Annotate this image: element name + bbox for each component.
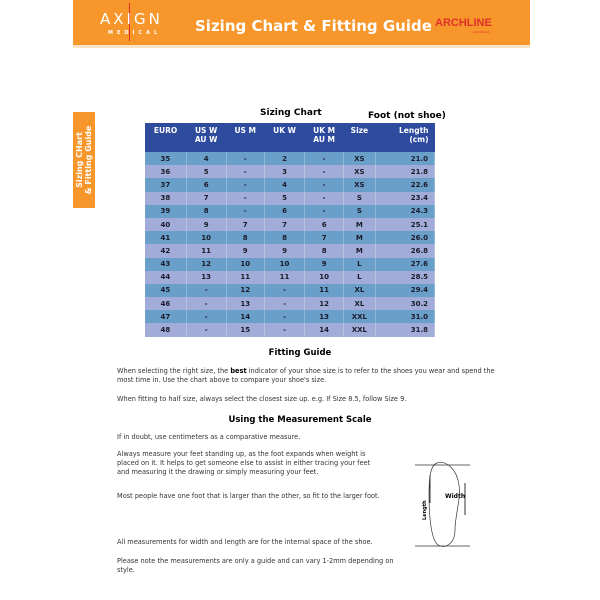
table-cell: M xyxy=(344,244,376,257)
table-cell: 5 xyxy=(186,165,226,178)
foot-diagram xyxy=(415,460,475,555)
table-cell: 13 xyxy=(186,271,226,284)
table-cell: 39 xyxy=(145,205,186,218)
table-cell: 31.0 xyxy=(375,310,434,323)
table-cell: L xyxy=(344,271,376,284)
foot-label: Foot (not shoe) xyxy=(368,111,446,121)
table-cell: 11 xyxy=(226,271,264,284)
table-cell: 47 xyxy=(145,310,186,323)
table-cell: 13 xyxy=(226,297,264,310)
axign-logo: AXIGN xyxy=(100,10,163,28)
table-cell: - xyxy=(305,178,344,191)
table-cell: 26.0 xyxy=(375,231,434,244)
table-cell: 22.6 xyxy=(375,178,434,191)
table-cell: XXL xyxy=(344,310,376,323)
column-header: US M xyxy=(226,123,264,152)
table-cell: 12 xyxy=(305,297,344,310)
table-cell: 8 xyxy=(264,231,304,244)
table-cell: 6 xyxy=(305,218,344,231)
table-cell: 28.5 xyxy=(375,271,434,284)
fitting-paragraph-1: When selecting the right size, the best indicator of your shoe size is to refer to the shoes you wear and spend the most time in. Use the chart above to compare your shoe's size. xyxy=(117,367,495,384)
table-cell: 25.1 xyxy=(375,218,434,231)
table-cell: 37 xyxy=(145,178,186,191)
table-cell: - xyxy=(264,297,304,310)
table-cell: 48 xyxy=(145,323,186,336)
table-cell: 38 xyxy=(145,192,186,205)
measurement-paragraph-5: Please note the measurements are only a guide and can vary 1-2mm depending on style. xyxy=(117,557,394,574)
table-cell: - xyxy=(186,323,226,336)
table-cell: 14 xyxy=(226,310,264,323)
table-cell: M xyxy=(344,218,376,231)
archline-logo-sub: AUSTRALIA xyxy=(473,30,490,34)
table-cell: 7 xyxy=(226,218,264,231)
table-cell: 8 xyxy=(186,205,226,218)
table-cell: - xyxy=(186,310,226,323)
table-cell: 11 xyxy=(264,271,304,284)
table-cell: 44 xyxy=(145,271,186,284)
table-cell: - xyxy=(226,165,264,178)
table-cell: - xyxy=(264,310,304,323)
table-cell: 26.8 xyxy=(375,244,434,257)
table-cell: 43 xyxy=(145,258,186,271)
table-cell: 10 xyxy=(264,258,304,271)
table-row xyxy=(145,178,435,191)
table-cell: - xyxy=(186,297,226,310)
table-row xyxy=(145,297,435,310)
table-cell: L xyxy=(344,258,376,271)
table-cell: 29.4 xyxy=(375,284,434,297)
sizing-chart-title: Sizing Chart xyxy=(260,108,322,118)
side-tab-line1: Sizing CHart xyxy=(75,132,84,188)
table-cell: - xyxy=(226,152,264,165)
side-tab-line2: & Fitting Guide xyxy=(84,125,93,195)
measurement-paragraph-4: All measurements for width and length are for the internal space of the shoe. xyxy=(117,538,373,546)
measurement-paragraph-1: If in doubt, use centimeters as a comparative measure. xyxy=(117,433,301,441)
table-row xyxy=(145,165,435,178)
table-cell: 23.4 xyxy=(375,192,434,205)
table-cell: 5 xyxy=(264,192,304,205)
table-cell: - xyxy=(226,205,264,218)
side-tab xyxy=(73,112,95,208)
table-cell: 21.0 xyxy=(375,152,434,165)
table-cell: 2 xyxy=(264,152,304,165)
table-cell: XXL xyxy=(344,323,376,336)
table-cell: - xyxy=(305,165,344,178)
table-cell: 21.8 xyxy=(375,165,434,178)
table-cell: 36 xyxy=(145,165,186,178)
table-cell: M xyxy=(344,231,376,244)
table-cell: 35 xyxy=(145,152,186,165)
table-row xyxy=(145,258,435,271)
table-row xyxy=(145,310,435,323)
fitting-paragraph-2: When fitting to half size, always select the closest size up. e.g. If Size 8.5, follow Size 9. xyxy=(117,395,407,403)
table-cell: 10 xyxy=(186,231,226,244)
table-row xyxy=(145,192,435,205)
measurement-paragraph-3: Most people have one foot that is larger than the other, so fit to the larger foot. xyxy=(117,492,380,500)
table-cell: - xyxy=(186,284,226,297)
archline-logo: ARCHLINE xyxy=(435,17,492,29)
table-cell: 40 xyxy=(145,218,186,231)
table-cell: 46 xyxy=(145,297,186,310)
table-cell: 4 xyxy=(186,152,226,165)
table-cell: - xyxy=(305,152,344,165)
table-cell: - xyxy=(305,205,344,218)
table-cell: 7 xyxy=(305,231,344,244)
table-cell: 6 xyxy=(264,205,304,218)
table-cell: XS xyxy=(344,165,376,178)
table-row xyxy=(145,244,435,257)
table-cell: 7 xyxy=(186,192,226,205)
table-cell: XL xyxy=(344,284,376,297)
length-label: Length xyxy=(422,500,428,520)
column-header: US W AU W xyxy=(186,123,226,152)
table-cell: 41 xyxy=(145,231,186,244)
table-cell: - xyxy=(226,178,264,191)
measurement-title: Using the Measurement Scale xyxy=(228,415,372,425)
table-row xyxy=(145,231,435,244)
table-cell: 15 xyxy=(226,323,264,336)
table-cell: 10 xyxy=(226,258,264,271)
table-cell: - xyxy=(305,192,344,205)
table-row xyxy=(145,323,435,336)
column-header: EURO xyxy=(145,123,186,152)
table-cell: 45 xyxy=(145,284,186,297)
page-title: Sizing Chart & Fitting Guide xyxy=(195,17,432,35)
table-cell: S xyxy=(344,205,376,218)
table-cell: 9 xyxy=(305,258,344,271)
table-cell: 9 xyxy=(264,244,304,257)
table-cell: 10 xyxy=(305,271,344,284)
sizing-table xyxy=(145,123,435,337)
table-cell: - xyxy=(264,323,304,336)
table-cell: 9 xyxy=(226,244,264,257)
column-header: Length (cm) xyxy=(375,123,434,152)
table-cell: 8 xyxy=(305,244,344,257)
table-row xyxy=(145,284,435,297)
table-row xyxy=(145,271,435,284)
table-cell: 14 xyxy=(305,323,344,336)
axign-logo-sub: MEDICAL xyxy=(108,30,162,36)
table-cell: XL xyxy=(344,297,376,310)
table-cell: - xyxy=(226,192,264,205)
header-shadow xyxy=(73,45,530,48)
table-cell: 6 xyxy=(186,178,226,191)
table-row xyxy=(145,205,435,218)
table-cell: 11 xyxy=(305,284,344,297)
table-cell: XS xyxy=(344,152,376,165)
table-cell: 12 xyxy=(226,284,264,297)
table-cell: 8 xyxy=(226,231,264,244)
header-banner xyxy=(73,0,530,45)
table-row xyxy=(145,152,435,165)
table-cell: 27.6 xyxy=(375,258,434,271)
table-cell: 13 xyxy=(305,310,344,323)
measurement-paragraph-2: Always measure your feet standing up, as the foot expands when weight is placed on it. It helps to get someone else to assist in either tracing your feet and measuring it the drawing or simply measuring your feet. xyxy=(117,450,371,476)
table-cell: 9 xyxy=(186,218,226,231)
table-row xyxy=(145,218,435,231)
table-cell: - xyxy=(264,284,304,297)
fitting-guide-title: Fitting Guide xyxy=(268,348,332,358)
table-cell: S xyxy=(344,192,376,205)
table-cell: 31.8 xyxy=(375,323,434,336)
column-header: UK W xyxy=(264,123,304,152)
table-cell: 24.3 xyxy=(375,205,434,218)
table-cell: 11 xyxy=(186,244,226,257)
column-header: UK M AU M xyxy=(305,123,344,152)
table-cell: 4 xyxy=(264,178,304,191)
column-header: Size xyxy=(344,123,376,152)
table-cell: 30.2 xyxy=(375,297,434,310)
table-cell: 3 xyxy=(264,165,304,178)
table-cell: 42 xyxy=(145,244,186,257)
table-cell: 12 xyxy=(186,258,226,271)
width-label: Width xyxy=(445,493,466,500)
table-cell: 7 xyxy=(264,218,304,231)
table-cell: XS xyxy=(344,178,376,191)
